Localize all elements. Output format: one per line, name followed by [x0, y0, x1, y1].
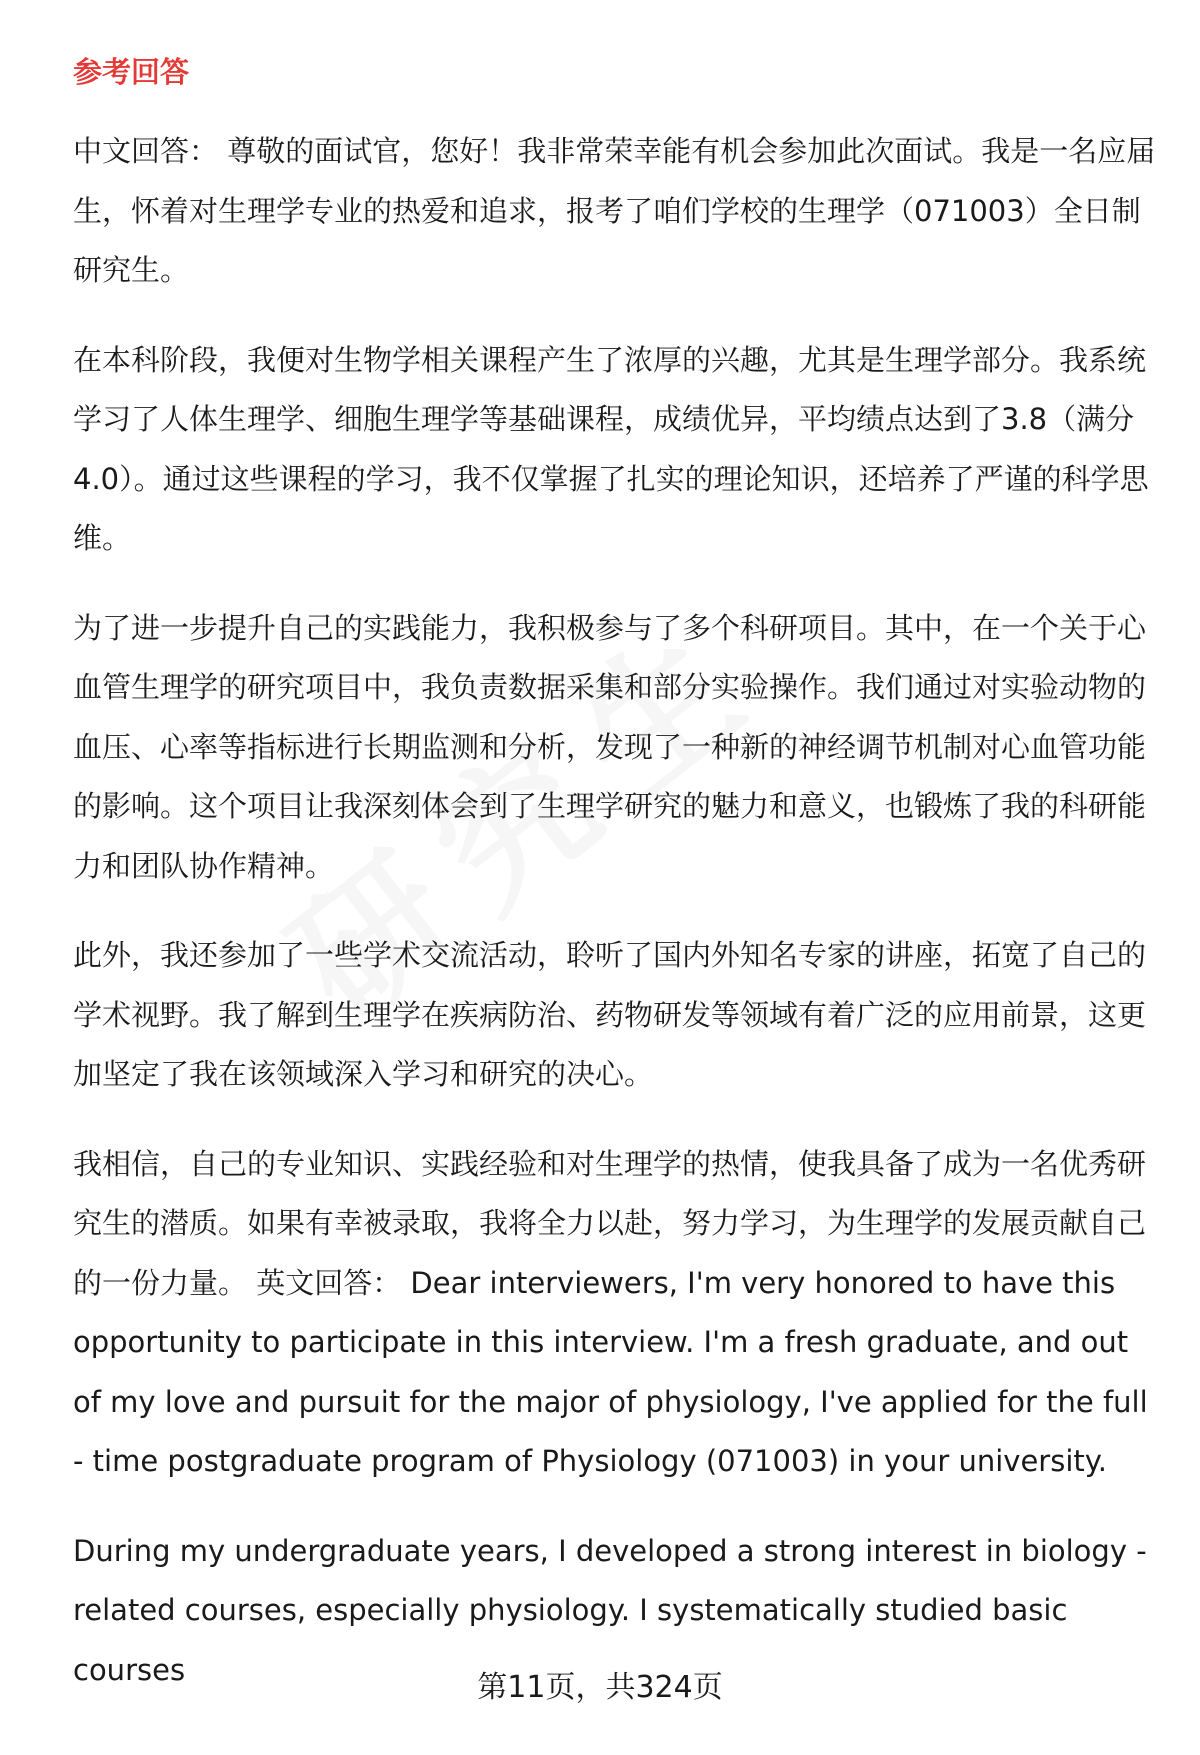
- paragraph-undergraduate: 在本科阶段，我便对生物学相关课程产生了浓厚的兴趣，尤其是生理学部分。我系统学习了人体生理学、细胞生理学等基础课程，成绩优异，平均绩点达到了3.8（满分4.0）。通过这些课程的学习，我不仅掌握了扎实的理论知识，还培养了严谨的科学思维。: [73, 342, 1149, 555]
- section-title: 参考回答: [73, 55, 190, 89]
- document-page: [73, 52, 1156, 1730]
- paragraph-intro: 中文回答： 尊敬的面试官，您好！我非常荣幸能有机会参加此次面试。我是一名应届生，怀着对生理学专业的热爱和追求，报考了咱们学校的生理学（071003）全日制研究生。: [73, 134, 1156, 287]
- page-number: 第11页，共324页: [477, 1670, 723, 1705]
- paragraph-conclusion-english-intro: 我相信，自己的专业知识、实践经验和对生理学的热情，使我具备了成为一名优秀研究生的潜质。如果有幸被录取，我将全力以赴，努力学习，为生理学的发展贡献自己的一份力量。 英文回答： Dear interviewers, I'm very honored to have this opportunity to participate in this interview. I'm a fresh graduate, and out of my love and pursuit for the major of physiology, I've applied for the full - time postgraduate program of Physiology (071003) in your university.: [73, 1146, 1148, 1478]
- paragraph-english-undergraduate: During my undergraduate years, I developed a strong interest in biology - related courses, especially physiology. I systematically studied basic courses: [73, 1533, 1147, 1687]
- paragraph-research: 为了进一步提升自己的实践能力，我积极参与了多个科研项目。其中，在一个关于心血管生理学的研究项目中，我负责数据采集和部分实验操作。我们通过对实验动物的血压、心率等指标进行长期监测和分析，发现了一种新的神经调节机制对心血管功能的影响。这个项目让我深刻体会到了生理学研究的魅力和意义，也锻炼了我的科研能力和团队协作精神。: [73, 610, 1147, 883]
- paragraph-academic-exchange: 此外，我还参加了一些学术交流活动，聆听了国内外知名专家的讲座，拓宽了自己的学术视野。我了解到生理学在疾病防治、药物研发等领域有着广泛的应用前景，这更加坚定了我在该领域深入学习和研究的决心。: [73, 938, 1147, 1091]
